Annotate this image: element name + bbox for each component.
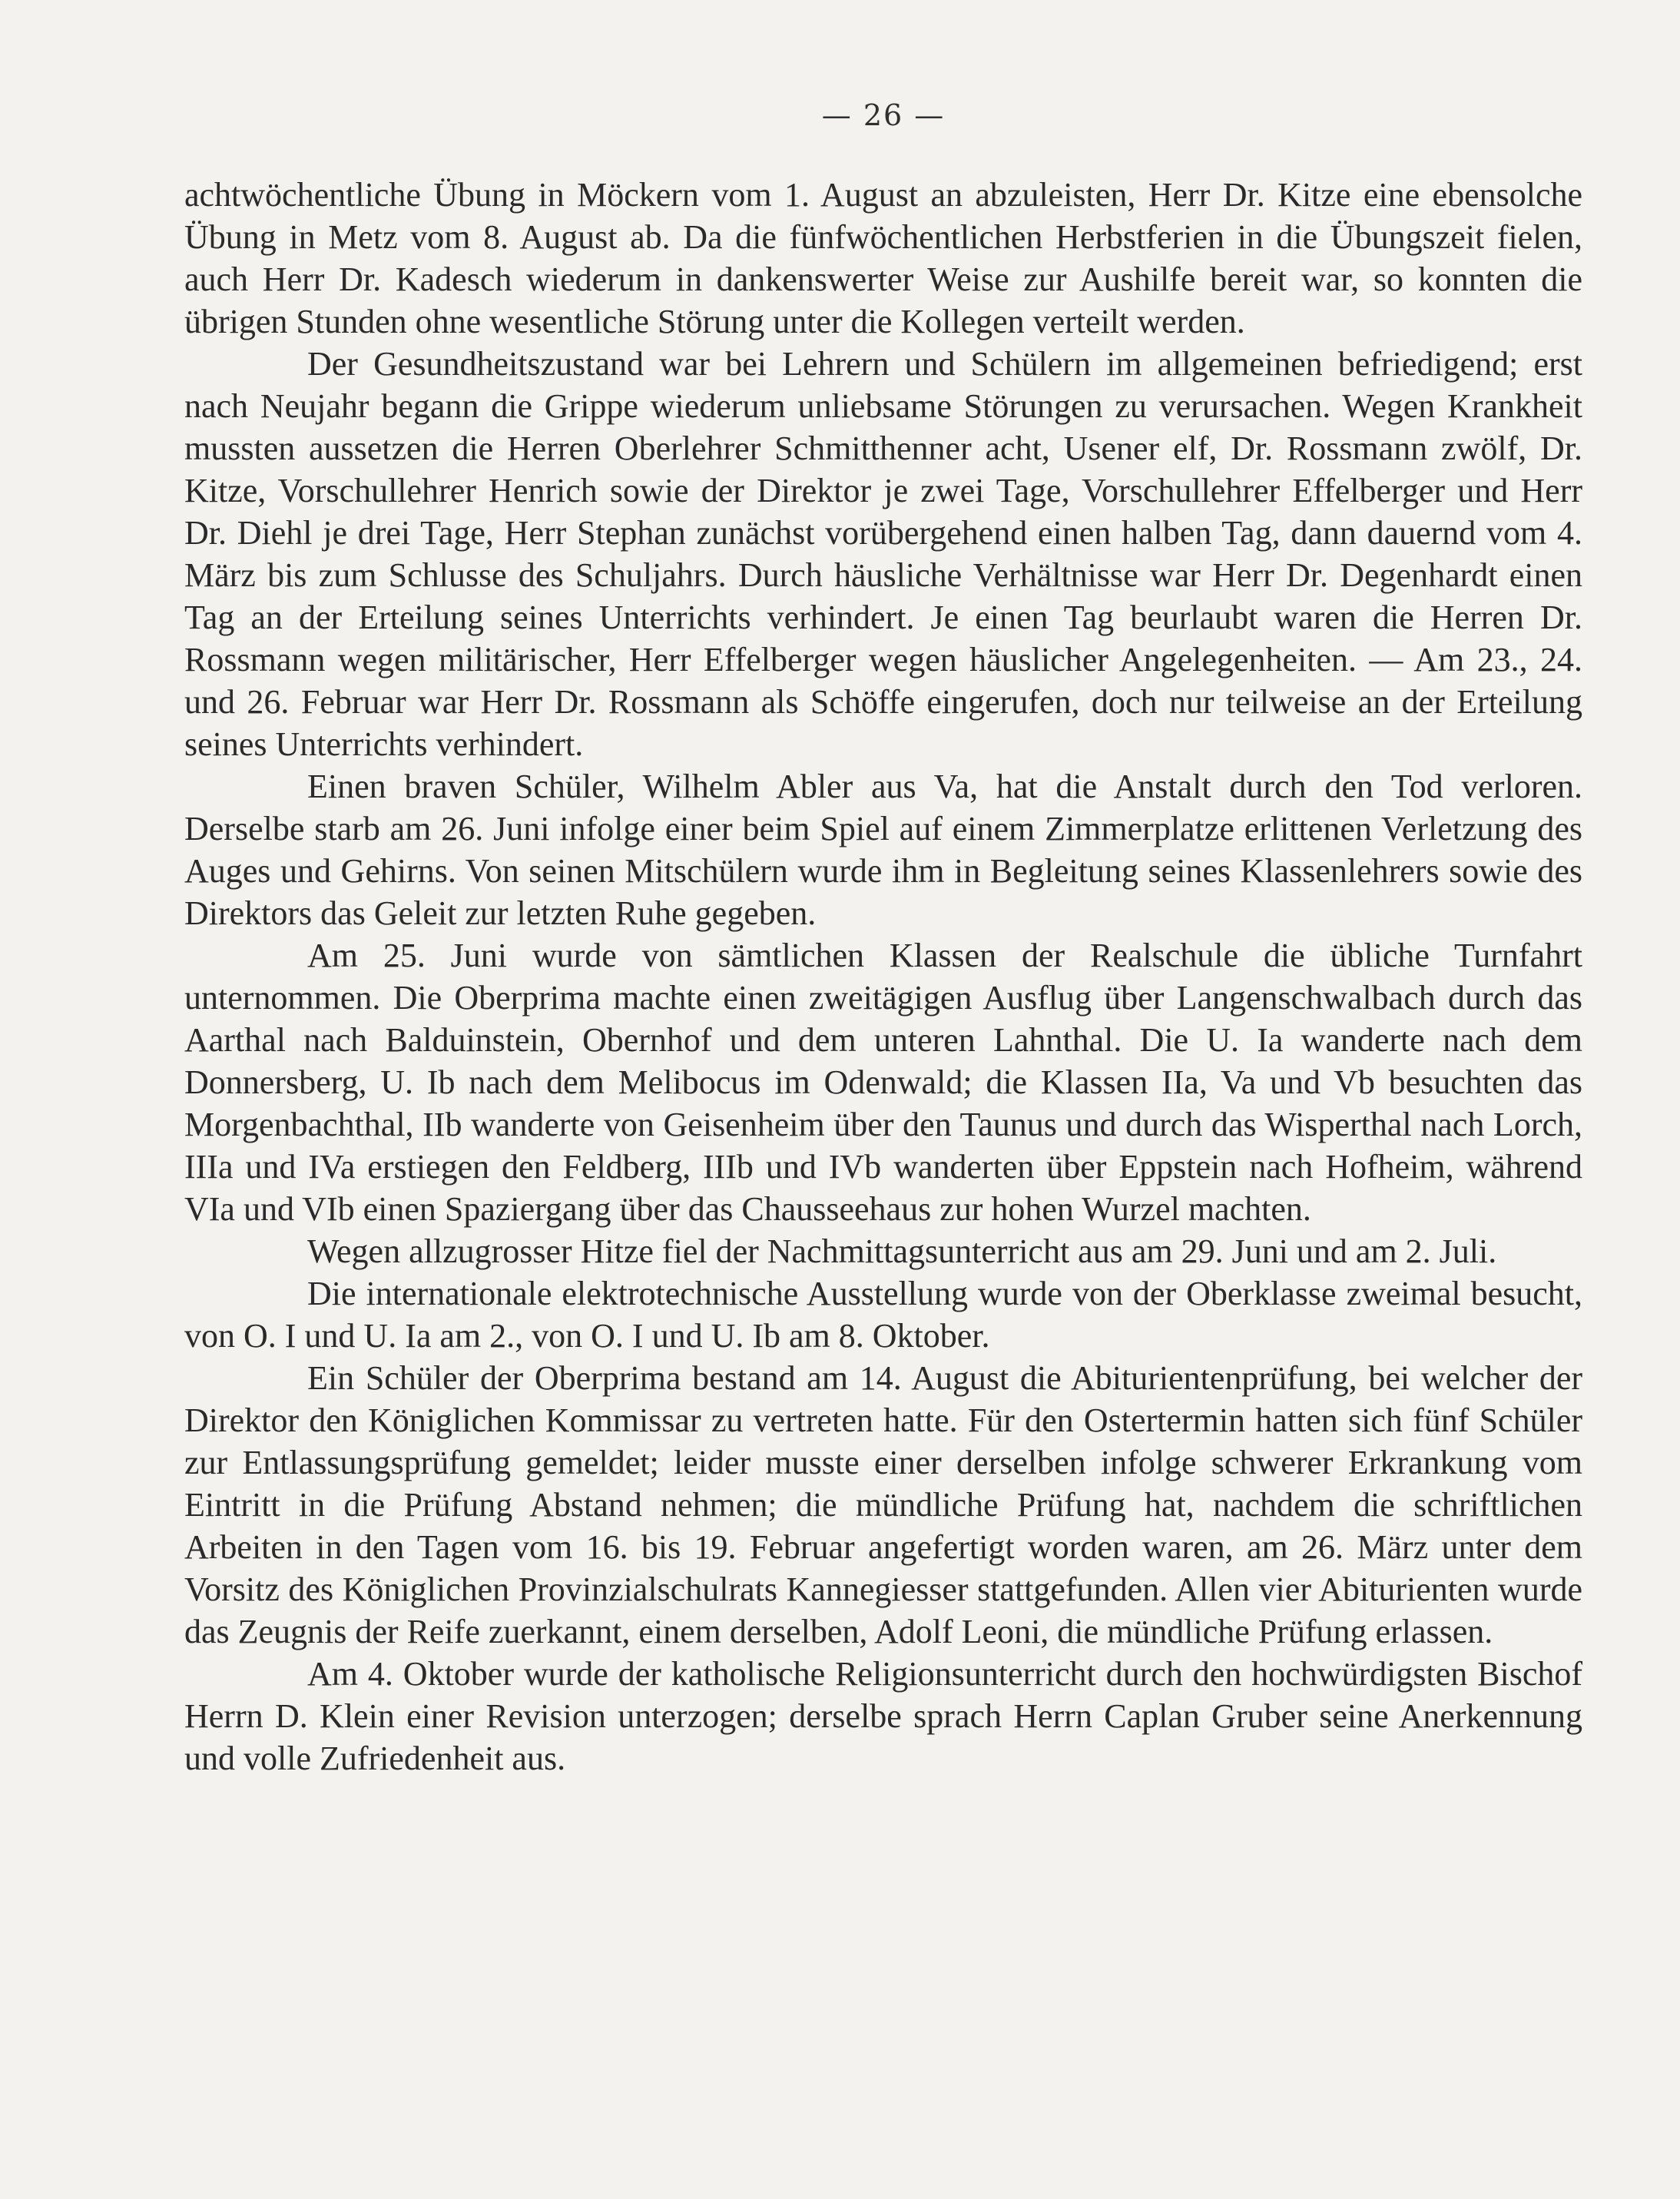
paragraph-1: achtwöchentliche Übung in Möckern vom 1. August an abzuleisten, Herr Dr. Kitze eine ebensolche Übung in Metz vom 8. August ab. Da die fünfwöchentlichen Herbstferien in die Übungszeit fielen, auch Herr Dr. Kadesch wiederum in dankenswerter Weise zur Aushilfe bereit war, so konnten die übrigen Stunden ohne wesentliche Störung unter die Kollegen verteilt werden. — [184, 176, 1582, 340]
paragraph-2: Der Gesundheitszustand war bei Lehrern und Schülern im allgemeinen befriedigend; erst nach Neujahr begann die Grippe wiederum unliebsame Störungen zu verursachen. Wegen Krankheit mussten aussetzen die Herren Oberlehrer Schmitthenner acht, Usener elf, Dr. Rossmann zwölf, Dr. Kitze, Vorschullehrer Henrich sowie der Direktor je zwei Tage, Vorschullehrer Effelberger und Herr Dr. Diehl je drei Tage, Herr Stephan zunächst vorübergehend einen halben Tag, dann dauernd vom 4. März bis zum Schlusse des Schuljahrs. Durch häusliche Verhältnisse war Herr Dr. Degenhardt einen Tag an der Erteilung seines Unterrichts verhindert. Je einen Tag beurlaubt waren die Herren Dr. Rossmann wegen militärischer, Herr Effelberger wegen häuslicher Angelegenheiten. — Am 23., 24. und 26. Februar war Herr Dr. Rossmann als Schöffe eingerufen, doch nur teilweise an der Erteilung seines Unterrichts verhindert. — [184, 345, 1582, 763]
paragraph-4: Am 25. Juni wurde von sämtlichen Klassen der Realschule die übliche Turnfahrt unternommen. Die Oberprima machte einen zweitägigen Ausflug über Langenschwalbach durch das Aarthal nach Balduinstein, Obernhof und dem unteren Lahnthal. Die U. Ia wanderte nach dem Donnersberg, U. Ib nach dem Melibocus im Odenwald; die Klassen IIa, Va und Vb besuchten das Morgenbachthal, IIb wanderte von Geisenheim über den Taunus und durch das Wisperthal nach Lorch, IIIa und IVa erstiegen den Feldberg, IIIb und IVb wanderten über Eppstein nach Hofheim, während VIa und VIb einen Spaziergang über das Chausseehaus zur hohen Wurzel machten. — [184, 937, 1582, 1228]
paragraph-6: Die internationale elektrotechnische Ausstellung wurde von der Oberklasse zweimal besucht, von O. I und U. Ia am 2., von O. I und U. Ib am 8. Oktober. — [184, 1275, 1582, 1355]
body-text — [184, 174, 1582, 1779]
paragraph-3: Einen braven Schüler, Wilhelm Abler aus Va, hat die Anstalt durch den Tod verloren. Derselbe starb am 26. Juni infolge einer beim Spiel auf einem Zimmerplatze erlittenen Verletzung des Auges und Gehirns. Von seinen Mitschülern wurde ihm in Begleitung seines Klassenlehrers sowie des Direktors das Geleit zur letzten Ruhe gegeben. — [184, 768, 1582, 932]
paragraph-7: Ein Schüler der Oberprima bestand am 14. August die Abiturientenprüfung, bei welcher der Direktor den Königlichen Kommissar zu vertreten hatte. Für den Ostertermin hatten sich fünf Schüler zur Entlassungsprüfung gemeldet; leider musste einer derselben infolge schwerer Erkrankung vom Eintritt in die Prüfung Abstand nehmen; die mündliche Prüfung hat, nachdem die schriftlichen Arbeiten in den Tagen vom 16. bis 19. Februar angefertigt worden waren, am 26. März unter dem Vorsitz des Königlichen Provinzialschulrats Kannegiesser stattgefunden. Allen vier Abiturienten wurde das Zeugnis der Reife zuerkannt, einem derselben, Adolf Leoni, die mündliche Prüfung erlassen. — [184, 1359, 1582, 1650]
paragraph-8: Am 4. Oktober wurde der katholische Religionsunterricht durch den hochwürdigsten Bischof Herrn D. Klein einer Revision unterzogen; derselbe sprach Herrn Caplan Gruber seine Anerkennung und volle Zufriedenheit aus. — [184, 1655, 1582, 1777]
paragraph-5: Wegen allzugrosser Hitze fiel der Nachmittagsunterricht aus am 29. Juni und am 2. Juli. — [307, 1232, 1497, 1270]
page-number: — 26 — — [821, 98, 946, 132]
